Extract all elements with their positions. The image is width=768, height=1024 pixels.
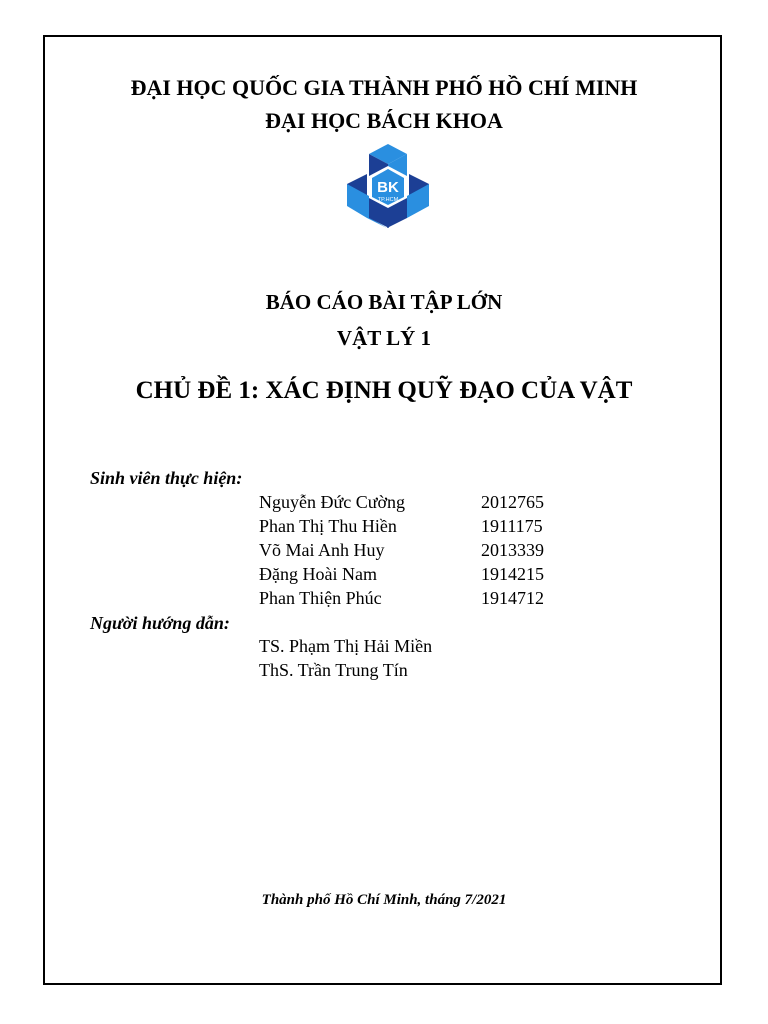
student-name: Võ Mai Anh Huy <box>259 540 385 560</box>
student-id: 2013339 <box>481 540 544 560</box>
advisor-name: TS. Phạm Thị Hải Miền <box>259 636 433 656</box>
student-name: Phan Thiện Phúc <box>259 588 382 608</box>
student-id: 1911175 <box>481 516 543 536</box>
student-name: Phan Thị Thu Hiền <box>259 516 397 536</box>
advisors-label: Người hướng dẫn: <box>90 613 230 633</box>
student-name: Nguyễn Đức Cường <box>259 492 406 512</box>
place-date: Thành phố Hồ Chí Minh, tháng 7/2021 <box>261 892 507 908</box>
logo-text-sub: TP.HCM <box>377 197 399 203</box>
student-id: 2012765 <box>481 492 544 512</box>
course-name: VẬT LÝ 1 <box>336 326 432 350</box>
student-name: Đặng Hoài Nam <box>259 564 377 584</box>
faculty-name: ĐẠI HỌC BÁCH KHOA <box>265 108 503 133</box>
university-name: ĐẠI HỌC QUỐC GIA THÀNH PHỐ HỒ CHÍ MINH <box>130 75 638 100</box>
advisor-name: ThS. Trần Trung Tín <box>259 660 408 680</box>
logo-text-main: BK <box>377 179 399 196</box>
topic-title: CHỦ ĐỀ 1: XÁC ĐỊNH QUỸ ĐẠO CỦA VẬT <box>135 377 633 404</box>
student-id: 1914215 <box>481 564 544 584</box>
student-id: 1914712 <box>481 588 544 608</box>
report-title: BÁO CÁO BÀI TẬP LỚN <box>265 290 503 314</box>
students-label: Sinh viên thực hiện: <box>90 468 243 488</box>
bk-logo <box>345 142 431 230</box>
